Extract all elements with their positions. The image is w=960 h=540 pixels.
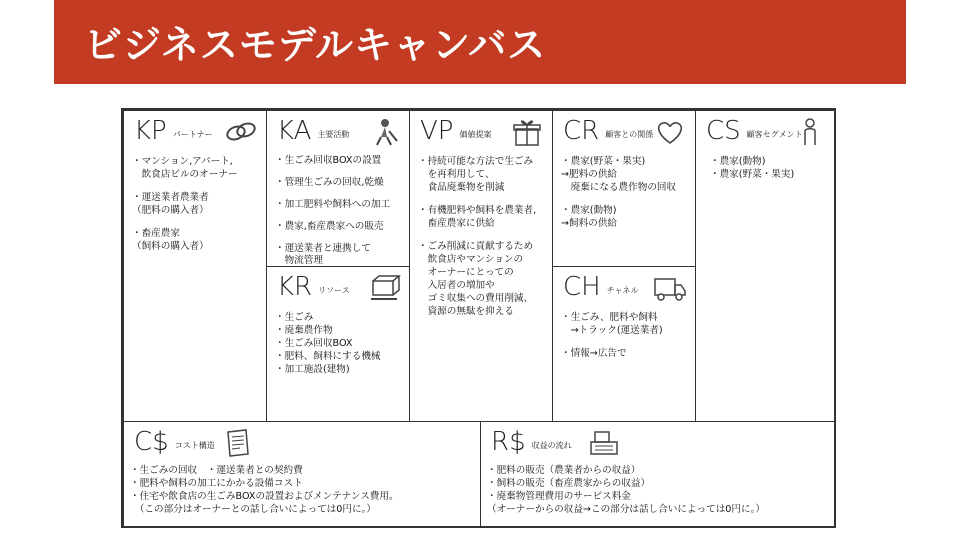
block-abbr: CR [563, 116, 600, 146]
list-item: ・生ごみ回収BOX [275, 338, 353, 349]
block-label: リソース [318, 286, 350, 295]
block-abbr: CH [563, 272, 601, 302]
receipt-icon [220, 428, 254, 458]
block-abbr: CS [706, 116, 741, 146]
list-item: ・住宅や飲食店の生ごみBOXの設置およびメンテナンス費用。 [130, 491, 399, 502]
block-label: パートナー [172, 130, 213, 139]
block-abbr: KA [277, 116, 312, 146]
list-item: ・生ごみの回収 ・運送業者との契約費 [130, 465, 303, 476]
list-item: ・運送業者と連携して [275, 243, 371, 254]
block-label: 顧客セグメント [746, 130, 803, 139]
list-item: 資源の無駄を抑える [418, 306, 514, 317]
block-items [561, 155, 676, 230]
business-model-canvas [121, 108, 836, 528]
list-item: →飼料の供給 [561, 218, 618, 229]
pallet-icon [367, 273, 401, 303]
list-item: ・加工肥料や飼料への加工 [275, 199, 391, 210]
heart-icon [653, 117, 687, 147]
list-item: 飲食店ビルのオーナー [132, 169, 238, 180]
item-spacer [275, 167, 390, 177]
block-channels [552, 266, 696, 422]
chain-link-icon [224, 117, 258, 147]
item-spacer [132, 217, 238, 227]
list-item: ・肥料や飼料の加工にかかる設備コスト [130, 478, 303, 489]
block-label: 顧客との関係 [605, 130, 654, 139]
gift-icon [510, 117, 544, 147]
list-item: 物流管理 [275, 255, 323, 266]
block-items [132, 155, 238, 253]
block-label: 価値提案 [459, 130, 492, 139]
list-item: ・農家(動物) [561, 205, 617, 216]
block-items [710, 155, 794, 181]
item-spacer [418, 194, 536, 204]
block-abbr: KP [134, 116, 167, 146]
list-item: ・有機肥料や飼料を農業者, [418, 205, 537, 216]
item-spacer [561, 194, 676, 204]
block-abbr: VP [420, 116, 454, 146]
block-abbr: C$ [134, 427, 169, 457]
list-item: 廃棄になる農作物の回収 [561, 182, 677, 193]
block-customer-relationships [552, 110, 696, 267]
list-item: を再利用して、 [418, 169, 495, 180]
list-item: ・生ごみ回収BOXの設置 [275, 155, 382, 166]
list-item: ・農家(野菜・果実) [561, 156, 646, 167]
block-items [487, 464, 765, 516]
list-item: （オーナーからの収益→この部分は話し合いによっては0円に。） [487, 504, 765, 515]
block-label: 収益の流れ [531, 441, 572, 450]
list-item: （この部分はオーナーとの話し合いによっては0円に。） [130, 504, 376, 515]
list-item: ・運送業者農業者 [132, 192, 209, 203]
block-items [561, 311, 663, 360]
item-spacer [132, 181, 238, 191]
list-item: ・加工施設(建物) [275, 364, 350, 375]
list-item: ・廃棄農作物 [275, 325, 333, 336]
list-item: （飼料の購入者） [132, 241, 209, 252]
list-item: ゴミ収集への費用削減、 [418, 293, 534, 304]
block-label: 主要活動 [317, 130, 350, 139]
list-item: ・ごみ削減に貢献するため [418, 241, 534, 252]
block-key-resources [266, 266, 410, 422]
list-item: →肥料の供給 [561, 169, 618, 180]
block-abbr: KR [277, 272, 313, 302]
list-item: ・情報→広告で [561, 348, 627, 359]
item-spacer [561, 337, 663, 347]
page-title: ビジネスモデルキャンバス [84, 23, 547, 67]
list-item: ・管理生ごみの回収,乾燥 [275, 177, 384, 188]
block-value-propositions [409, 110, 553, 422]
list-item: 飲食店やマンションの [418, 254, 524, 265]
block-items [275, 155, 390, 267]
block-key-partners [123, 110, 267, 422]
block-customer-segments [695, 110, 836, 422]
block-revenue-streams [480, 421, 836, 528]
list-item: ・マンション,アパート, [132, 156, 233, 167]
block-cost-structure [123, 421, 481, 528]
list-item: ・廃棄物管理費用のサービス料金 [487, 491, 631, 502]
list-item: ・生ごみ [275, 312, 314, 323]
list-item: ・肥料、飼料にする機械 [275, 351, 381, 362]
block-items [275, 311, 381, 376]
list-item: ・畜産農家 [132, 228, 180, 239]
list-item: ・飼料の販売（畜産農家からの収益） [487, 478, 651, 489]
list-item: ・持続可能な方法で生ごみ [418, 156, 534, 167]
list-item: ・生ごみ、肥料や飼料 [561, 312, 658, 323]
block-abbr: R$ [491, 427, 526, 457]
item-spacer [418, 230, 536, 240]
item-spacer [275, 233, 390, 243]
item-spacer [275, 189, 390, 199]
list-item: ・農家(野菜・果実) [710, 169, 795, 180]
item-spacer [275, 211, 390, 221]
block-key-activities [266, 110, 410, 267]
title-banner [54, 0, 906, 84]
list-item: オーナーにとっての [418, 267, 514, 278]
cash-register-icon [587, 428, 621, 458]
block-items [130, 464, 399, 516]
person-icon [793, 117, 827, 147]
list-item: 食品廃棄物を削減 [418, 182, 505, 193]
list-item: 入居者の増加や [418, 280, 495, 291]
list-item: （肥料の購入者） [132, 205, 209, 216]
truck-icon [653, 273, 687, 303]
worker-icon [367, 117, 401, 147]
block-items [418, 155, 536, 318]
list-item: ・農家(動物) [710, 156, 766, 167]
list-item: →トラック(運送業者) [561, 325, 663, 336]
list-item: ・肥料の販売（農業者からの収益） [487, 465, 641, 476]
list-item: ・農家,畜産農家への販売 [275, 221, 384, 232]
block-label: コスト構造 [174, 441, 215, 450]
block-label: チャネル [606, 286, 639, 295]
list-item: 畜産農家に供給 [418, 218, 495, 229]
